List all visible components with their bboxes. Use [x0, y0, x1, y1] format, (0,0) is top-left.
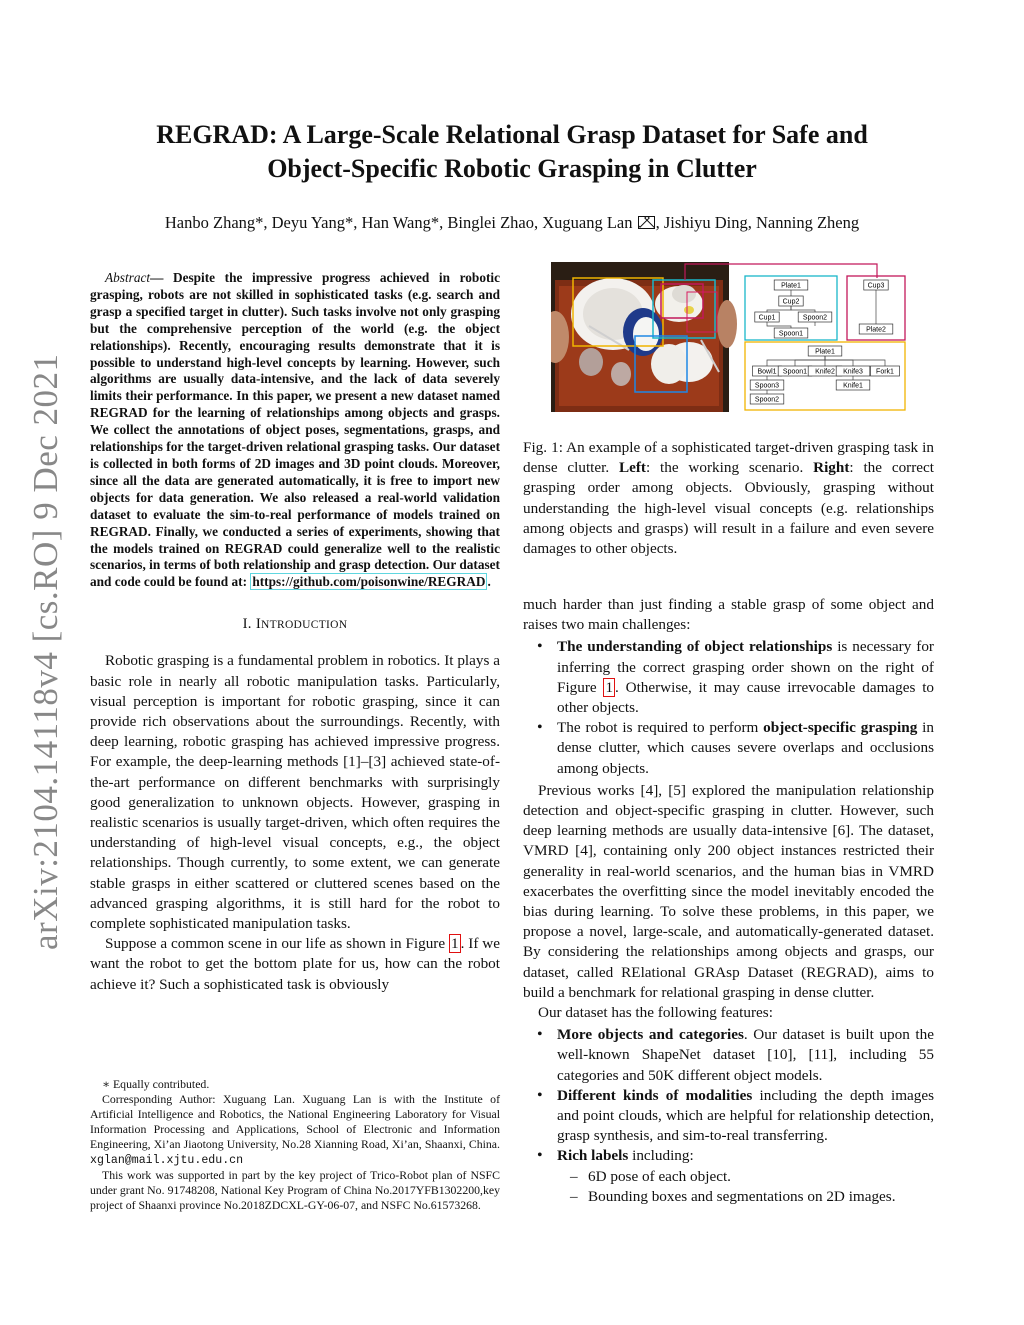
graph-node-label: Spoon1 — [778, 330, 804, 338]
challenge-1-a: is necessary for inferring the correct grasping order shown on the right of Figure — [557, 638, 934, 696]
challenge-item — [523, 718, 934, 779]
graph-node-label: Spoon2 — [802, 314, 828, 322]
intro-paragraph-2 — [90, 934, 500, 995]
abstract — [90, 270, 500, 591]
abstract-label: Abstract — [105, 270, 151, 285]
graph-node-label: Bowl1 — [757, 368, 777, 376]
caption-text-a: An example of a sophisticated target-driven grasping task in dense clutter. — [523, 439, 934, 477]
section-initial: I — [255, 616, 262, 633]
feature-item — [523, 1086, 934, 1147]
figure-caption — [523, 438, 934, 559]
left-column — [90, 270, 500, 995]
author-list — [100, 212, 924, 234]
caption-text-c: : the correct grasping order among objects. Obviously, grasping without understanding the high-level visual concepts (e.g. relationships among objects and grasps) will result in a failure and even severe damages to other objects. — [523, 459, 934, 558]
caption-label: Fig. 1: — [523, 439, 567, 456]
graph-node-label: Spoon3 — [754, 382, 780, 390]
section-rest: NTRODUCTION — [261, 619, 348, 632]
feature-item — [523, 1025, 934, 1086]
graph-node-label: Knife1 — [843, 382, 863, 390]
label-item: – Bounding boxes and segmentations on 2D images. — [557, 1187, 934, 1207]
figure-reference-link[interactable]: 1 — [451, 935, 459, 953]
arxiv-identifier: arXiv:2104.14118v4 [cs.RO] 9 Dec 2021 — [26, 353, 65, 950]
challenge-2-a: The robot is required to perform — [557, 719, 764, 737]
abstract-end: . — [487, 574, 491, 590]
graph-node-label: Plate1 — [781, 282, 801, 290]
authors-first: Hanbo Zhang*, Deyu Yang*, Han Wang*, Binglei Zhao, Xuguang Lan — [164, 213, 633, 232]
caption-right: Right — [813, 459, 850, 477]
feature-1-bold: More objects and categories — [557, 1026, 744, 1044]
challenge-2-bold: object-specific grasping — [763, 719, 918, 737]
figure-1 — [551, 262, 907, 414]
caption-left: Left — [619, 459, 646, 477]
graph-node-label: Plate2 — [866, 326, 886, 334]
graph-node-label: Knife2 — [815, 368, 835, 376]
title-line-1: REGRAD: A Large-Scale Relational Grasp Dataset for Safe and — [156, 120, 868, 149]
right-paragraph-3: Our dataset has the following features: — [538, 1004, 773, 1022]
footnote-corresponding-author — [90, 1092, 500, 1169]
intro-p2-a: Suppose a common scene in our life as shown in Figure — [105, 935, 449, 953]
footnotes — [90, 1077, 500, 1213]
figure-reference-link[interactable]: 1 — [605, 678, 614, 696]
title-line-2: Object-Specific Robotic Grasping in Clutter — [267, 154, 757, 183]
graph-node-label: Spoon2 — [754, 396, 780, 404]
feature-3-bold: Rich labels — [557, 1147, 629, 1165]
paper-title — [110, 118, 914, 186]
section-heading-introduction — [90, 614, 500, 635]
dataset-link[interactable]: https://github.com/poisonwine/REGRAD — [252, 574, 486, 590]
author-email: xglan@mail.xjtu.edu.cn — [90, 1153, 244, 1167]
right-paragraph-1: much harder than just finding a stable grasp of some object and raises two main challenges: — [523, 596, 934, 634]
caption-text-b: : the working scenario. — [646, 459, 814, 477]
challenge-item — [523, 637, 934, 718]
challenges-list — [523, 637, 934, 778]
challenge-1-b: . Otherwise, it may cause irrevocable damages to other objects. — [557, 678, 935, 717]
challenge-1-bold: The understanding of object relationships — [557, 638, 833, 656]
graph-node-label: Knife3 — [843, 368, 863, 376]
intro-p2-b: . If we want the robot to get the bottom plate for us, how can the robot achieve it? Such a sophisticated task is obviously — [90, 935, 501, 993]
challenge-2-b: in dense clutter, which causes severe overlaps and occlusions among objects. — [557, 719, 934, 777]
footnote-affiliation: Corresponding Author: Xuguang Lan. Xuguang Lan is with the Institute of Artificial Intelligence and Robotics, the National Engineering Laboratory for Visual Information Processing and Applications, School of Electronic and Information Engineering, Xi’an Jiaotong University, No.28 Xianning Road, Xi’an, Shaanxi, China. — [90, 1091, 500, 1151]
feature-item — [523, 1146, 934, 1207]
footnote-equal-contribution: ∗ Equally contributed. — [102, 1077, 210, 1091]
authors-rest: , Jishiyu Ding, Nanning Zheng — [655, 213, 860, 232]
label-item: – 6D pose of each object. — [557, 1167, 934, 1187]
footnote-funding: This work was supported in part by the key project of Trico-Robot plan of NSFC under grant No. 91748208, National Key Program of China No.2017YFB1302200,key project of Shaanxi province No.2018ZDCXL-GY-06-07, and NSFC No.61573268. — [90, 1168, 500, 1213]
intro-paragraph-1: Robotic grasping is a fundamental problem in robotics. It plays a basic role in nearly all robotic manipulation tasks. Particularly, visual perception is important for robotic grasping, since it can provide rich observations about the surroundings. Recently, with deep learning, robotic grasping has achieved impressive progress. For example, the deep-learning methods [1]–[3] achieved state-of-the-art performance on different benchmarks with surprisingly good generalization to unknown objects. However, grasping in realistic scenarios is usually target-driven, which often requires the understanding of high-level visual concepts, e.g., the object relationships. Though currently, to some extent, we can generate stable grasps in either scattered or cluttered scenes based on the advanced grasping algorithms, it is still hard for the robot to complete sophisticated manipulation tasks. — [90, 652, 500, 933]
envelope-icon — [638, 216, 655, 229]
graph-node-label: Fork1 — [876, 368, 894, 376]
scene-photo — [551, 262, 737, 412]
section-number: I. — [242, 616, 256, 633]
features-list — [523, 1025, 934, 1207]
feature-3-text: including: — [628, 1147, 694, 1165]
graph-node-label: Cup1 — [758, 314, 776, 322]
feature-1-text: . Our dataset is built upon the well-known ShapeNet dataset [10], [11], including 55 categories and 50K different object models. — [557, 1026, 934, 1084]
labels-sublist — [557, 1167, 934, 1207]
feature-2-bold: Different kinds of modalities — [557, 1086, 753, 1104]
graph-node-label: Cup2 — [782, 298, 800, 306]
graph-node-label: Plate1 — [815, 348, 835, 356]
right-paragraph-2: Previous works [4], [5] explored the manipulation relationship detection and object-specific grasping in clutter. However, such deep learning methods are usually data-intensive [6]. The dataset, VMRD [4], containing only 200 object instances restricted their generality in real-world scenarios, and the human bias in VMRD exacerbates the overfitting since the model inevitably encoded the bias during learning. To solve these problems, in this paper, we propose a novel, large-scale, and automatically-generated dataset. By considering the relationships among objects and grasps, our dataset, called RElational GRAsp Dataset (REGRAD), aims to build a benchmark for relational grasping in dense clutter. — [523, 781, 934, 1001]
graph-node-label: Cup3 — [867, 282, 885, 290]
graph-node-label: Spoon1 — [782, 368, 808, 376]
abstract-body: — Despite the impressive progress achieved in robotic grasping, robots are not skilled in sophisticated tasks (e.g. search and grasp a specified target in clutter). Such tasks involve not only grasping but the comprehensive perception of the world (e.g. the object relationships). Recently, encouraging results demonstrate that it is possible to understand high-level concepts by learning. However, such algorithms are usually data-intensive, and the lack of data severely limits their performance. In this paper, we present a new dataset named REGRAD for the learning of relationships among objects and grasps. We collect the annotations of object poses, segmentations, grasps, and relationships for the target-driven relational grasping tasks. Our dataset is collected in both forms of 2D images and 3D point clouds. Moreover, since all the data are generated automatically, it is free to import new objects for data generation. We also released a real-world validation dataset to evaluate the sim-to-real performance of models trained on REGRAD. Finally, we conducted a series of experiments, showing that the models trained on REGRAD could generalize well to the realistic scenarios, in terms of both relationship and grasp detection. Our dataset and code could be found at: — [90, 270, 500, 590]
feature-2-text: including the depth images and point clouds, which are helpful for relationship detection, grasp synthesis, and sim-to-real transferring. — [557, 1086, 934, 1145]
right-column — [523, 595, 934, 1209]
